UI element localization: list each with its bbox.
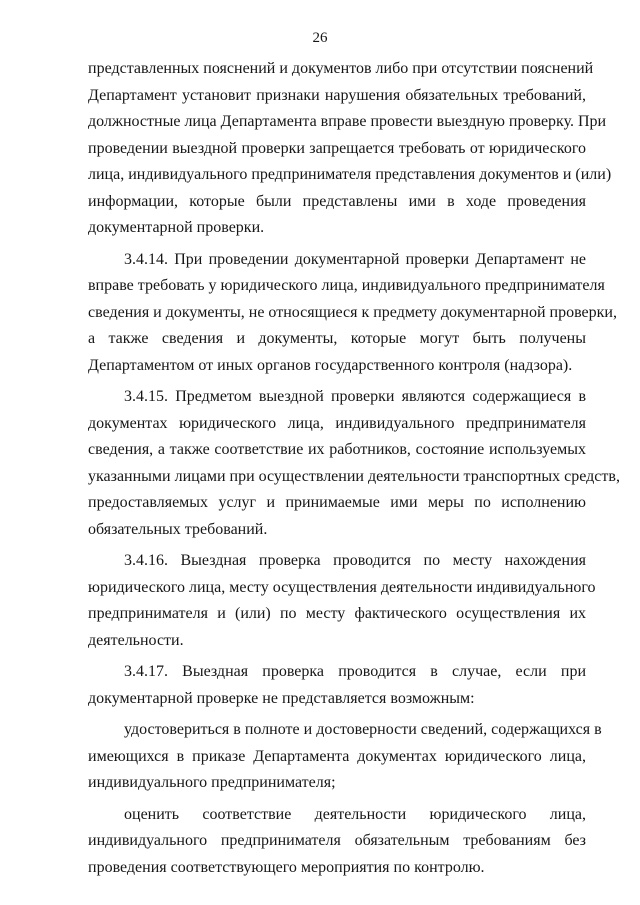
text-line: 3.4.17. Выездная проверка проводится в случае, если при <box>124 663 586 680</box>
text-line: Департамент установит признаки нарушения обязательных требований, <box>88 86 586 104</box>
paragraph-3-4-17 <box>88 659 586 712</box>
document-body <box>88 56 620 881</box>
text-line: документах юридического лица, индивидуального предпринимателя <box>88 414 586 432</box>
text-line: юридического лица, месту осуществления деятельности индивидуального <box>88 578 596 596</box>
text-line: информации, которые были представлены ими в ходе проведения <box>88 192 586 210</box>
text-line: проведении выездной проверки запрещается требовать от юридического <box>88 139 586 157</box>
text-line: предоставляемых услуг и принимаемые ими меры по исполнению <box>88 494 586 511</box>
list-item <box>88 717 602 797</box>
text-line: индивидуального предпринимателя обязательным требованиям без <box>88 832 586 849</box>
paragraph-3-4-14 <box>88 247 617 380</box>
text-line: вправе требовать у юридического лица, индивидуального предпринимателя <box>88 277 605 294</box>
page-number: 26 <box>312 30 328 46</box>
text-line: сведения, а также соответствие их работников, состояние используемых <box>88 441 586 458</box>
text-line: лица, индивидуального предпринимателя представления документов и (или) <box>88 166 612 183</box>
paragraph-continuation <box>88 56 612 242</box>
text-line: удостовериться в полноте и достоверности сведений, содержащихся в <box>124 721 602 738</box>
text-line: обязательных требований. <box>88 520 268 538</box>
text-line: проведения соответствующего мероприятия по контролю. <box>88 858 485 876</box>
text-line: сведения и документы, не относящиеся к предмету документарной проверки, <box>88 303 617 321</box>
list-item <box>88 802 586 882</box>
paragraph-3-4-16 <box>88 548 596 654</box>
text-line: 3.4.14. При проведении документарной проверки Департамент не <box>124 250 586 268</box>
text-line: указанными лицами при осуществлении деятельности транспортных средств, <box>88 467 620 485</box>
paragraph-3-4-15 <box>88 384 620 543</box>
text-line: имеющихся в приказе Департамента документах юридического лица, <box>88 747 586 765</box>
text-line: оценить соответствие деятельности юридического лица, <box>124 805 586 823</box>
text-line: представленных пояснений и документов либо при отсутствии пояснений <box>88 60 594 77</box>
text-line: Департаментом от иных органов государственного контроля (надзора). <box>88 356 573 374</box>
text-line: должностные лица Департамента вправе провести выездную проверку. При <box>88 113 607 130</box>
text-line: предпринимателя и (или) по месту фактического осуществления их <box>88 605 586 622</box>
text-line: 3.4.16. Выездная проверка проводится по месту нахождения <box>124 552 586 569</box>
text-line: 3.4.15. Предметом выездной проверки являются содержащиеся в <box>124 388 586 405</box>
text-line: индивидуального предпринимателя; <box>88 774 336 791</box>
text-line: а также сведения и документы, которые могут быть получены <box>88 330 586 347</box>
text-line: документарной проверке не представляется возможным: <box>88 689 475 707</box>
text-line: деятельности. <box>88 631 184 649</box>
text-line: документарной проверки. <box>88 219 265 236</box>
